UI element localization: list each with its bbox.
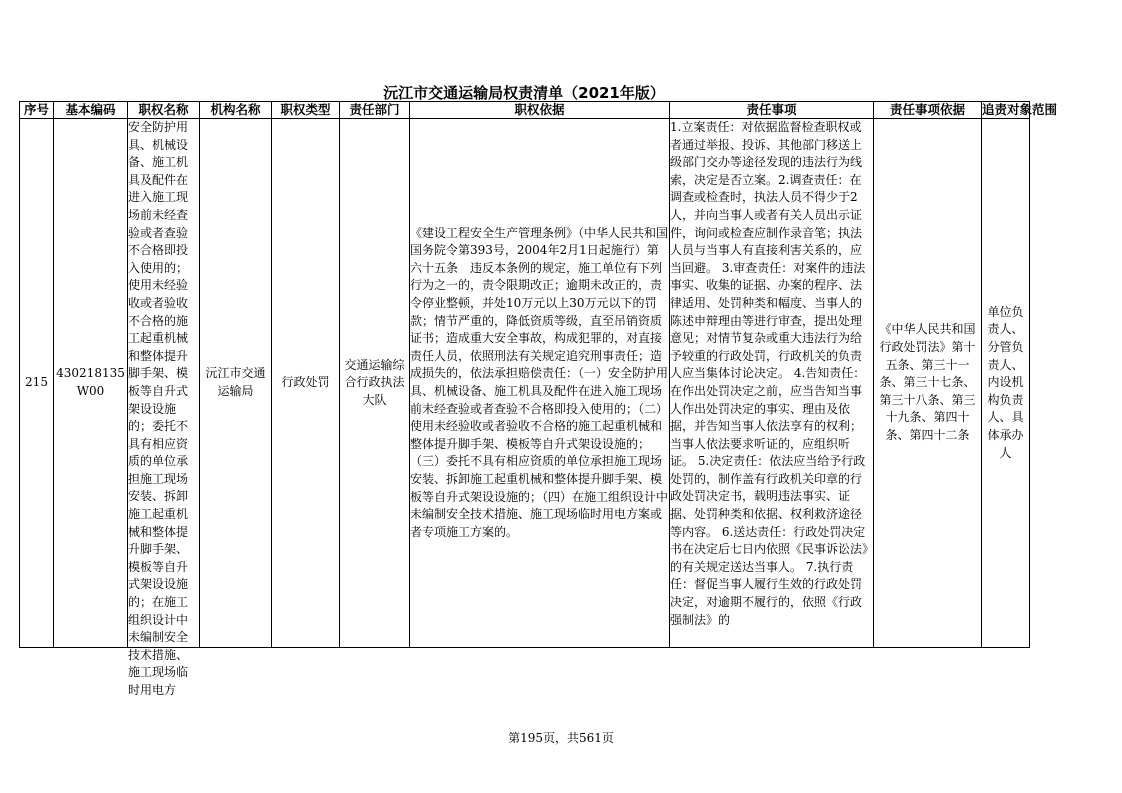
cell-duty-basis xyxy=(874,119,982,648)
header-duties: 责任事项 xyxy=(670,102,874,119)
header-seq: 序号 xyxy=(20,102,54,119)
header-code: 基本编码 xyxy=(54,102,128,119)
page-footer: 第195页，共561页 xyxy=(508,731,614,745)
header-power-type: 职权类型 xyxy=(272,102,340,119)
cell-accountability xyxy=(982,119,1030,648)
header-department: 责任部门 xyxy=(340,102,410,119)
department-text: 交通运输综合行政执法大队 xyxy=(344,357,405,407)
cell-seq xyxy=(20,119,54,648)
cell-power-name xyxy=(128,119,200,697)
header-power-name: 职权名称 xyxy=(128,102,200,119)
cell-code xyxy=(54,119,128,648)
code-text: 430218135W00 xyxy=(56,366,125,398)
cell-department xyxy=(340,119,410,648)
header-basis: 职权依据 xyxy=(410,102,670,119)
cell-basis xyxy=(410,119,670,648)
duties-text: 1.立案责任：对依据监督检查职权或者通过举报、投诉、其他部门移送上级部门交办等途径发现的违法行为线索，决定是否立案。2.调查责任：在调查或检查时，执法人员不得少于2人，并向当事人或者有关人员出示证件，询问或检查应制作录音笔；执法人员与当事人有直接利害关系的，应当回避。 3.审查责任：对案件的违法事实、收集的证据、办案的程序、法律适用、处罚种类和幅度、当事人的陈述申辩理由等进行审查，提出处理意见；对情节复杂或重大违法行为给予较重的行政处罚，行政机关的负责人应当集体讨论决定。 4.告知责任：在作出处罚决定之前，应当告知当事人作出处罚决定的事实、理由及依据，并告知当事人依法享有的权利；当事人依法要求听证的，应组织听证。 5.决定责任：依法应当给予行政处罚的，制作盖有行政机关印章的行政处罚决定书，载明违法事实、证据、处罚种类和依据、权利救济途径等内容。 6.送达责任：行政处罚决定书在决定后七日内依照《民事诉讼法》的有关规定送达当事人。 7.执行责任：督促当事人履行生效的行政处罚决定，对逾期不履行的，依照《行政强制法》的 xyxy=(670,120,869,627)
duty-basis-text: 《中华人民共和国行政处罚法》第十五条、第三十一条、第三十七条、第三十八条、第三十九条、第四十条、第四十二条 xyxy=(879,322,976,442)
header-accountability: 追责对象范围 xyxy=(982,102,1058,117)
seq-text: 215 xyxy=(25,375,48,390)
power-list-table xyxy=(19,101,1058,697)
power-name-text: 安全防护用具、机械设备、施工机具及配件在进入施工现场前未经查验或者查验不合格即投入使用的；使用未经验收或者验收不合格的施工起重机械和整体提升脚手架、模板等自升式架设设施的；委托不具有相应资质的单位承担施工现场安装、拆卸施工起重机械和整体提升脚手架、模板等自升式架设设施的；在施工组织设计中未编制安全技术措施、施工现场临时用电方 xyxy=(128,120,189,697)
accountability-text: 单位负责人、分管负责人、内设机构负责人、具体承办人 xyxy=(987,304,1024,460)
table-header-row xyxy=(20,102,1030,119)
cell-duties xyxy=(670,119,874,648)
cell-agency xyxy=(200,119,272,648)
page-title: 沅江市交通运输局权责清单（2021年版） xyxy=(383,84,665,102)
cell-power-type xyxy=(272,119,340,648)
header-agency: 机构名称 xyxy=(200,102,272,119)
table-row xyxy=(20,119,1030,648)
agency-text: 沅江市交通运输局 xyxy=(205,366,266,398)
power-type-text: 行政处罚 xyxy=(281,375,330,390)
header-duty-basis: 责任事项依据 xyxy=(874,102,982,119)
basis-text: 《建设工程安全生产管理条例》（中华人民共和国国务院令第393号，2004年2月1日起施行）第六十五条 违反本条例的规定，施工单位有下列行为之一的，责令限期改正；逾期未改正的，责令停业整顿，并处10万元以上30万元以下的罚款；情节严重的，降低资质等级，直至吊销资质证书；造成重大安全事故，构成犯罪的，对直接责任人员，依照刑法有关规定追究刑事责任；造成损失的，依法承担赔偿责任：（一）安全防护用具、机械设备、施工机具及配件在进入施工现场前未经查验或者查验不合格即投入使用的；（二）使用未经验收或者验收不合格的施工起重机械和整体提升脚手架、模板等自升式架设设施的；（三）委托不具有相应资质的单位承担施工现场安装、拆卸施工起重机械和整体提升脚手架、模板等自升式架设设施的；（四）在施工组织设计中未编制安全技术措施、施工现场临时用电方案或者专项施工方案的。 xyxy=(410,225,669,539)
